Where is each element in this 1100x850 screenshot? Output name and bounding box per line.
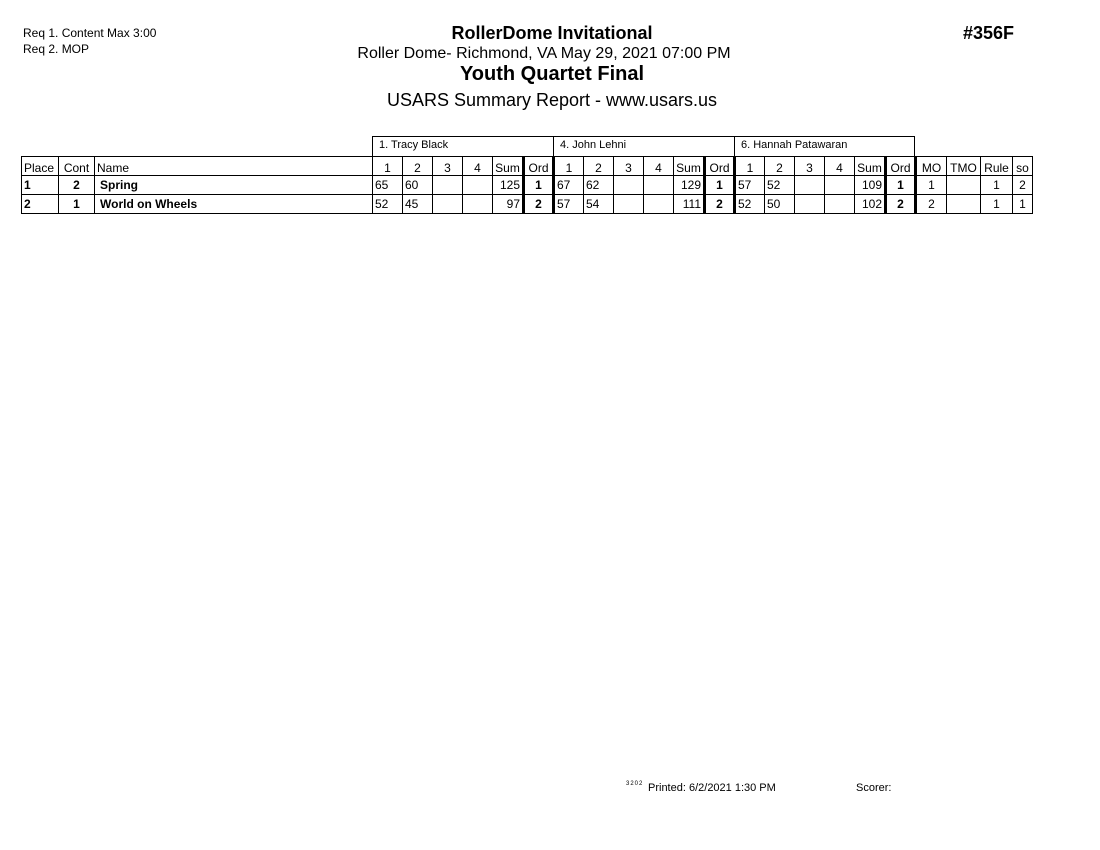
col-j2-2: 2 (584, 157, 614, 176)
requirement-1: Req 1. Content Max 3:00 (23, 26, 157, 40)
mo-cell: 1 (916, 176, 947, 195)
rule-cell: 1 (981, 176, 1013, 195)
score-cell: 54 (584, 195, 614, 214)
col-j1-1: 1 (373, 157, 403, 176)
sum-cell: 125 (493, 176, 524, 195)
score-cell: 62 (584, 176, 614, 195)
requirement-2: Req 2. MOP (23, 42, 90, 56)
footer-mark: 3202 (626, 781, 644, 787)
results-table (21, 156, 1033, 214)
score-cell: 65 (373, 176, 403, 195)
col-name: Name (95, 157, 373, 176)
col-j1-sum: Sum (493, 157, 524, 176)
judge-1-name: 1. Tracy Black (372, 136, 553, 156)
col-j3-2: 2 (765, 157, 795, 176)
event-title: RollerDome Invitational (451, 23, 653, 43)
col-place: Place (22, 157, 59, 176)
place-cell: 2 (22, 195, 59, 214)
col-so: so (1013, 157, 1033, 176)
judge-2-name: 4. John Lehni (553, 136, 734, 156)
table-row (22, 176, 1033, 195)
name-cell: Spring (95, 176, 373, 195)
judge-3-name: 6. Hannah Patawaran (734, 136, 915, 156)
score-cell (433, 195, 463, 214)
col-j3-ord: Ord (886, 157, 916, 176)
division-title: Youth Quartet Final (459, 63, 645, 85)
tmo-cell (947, 195, 981, 214)
ord-cell: 2 (524, 195, 554, 214)
col-j3-4: 4 (825, 157, 855, 176)
cont-cell: 2 (59, 176, 95, 195)
ord-cell: 1 (886, 176, 916, 195)
cont-cell: 1 (59, 195, 95, 214)
score-cell (644, 176, 674, 195)
score-cell (644, 195, 674, 214)
score-cell: 50 (765, 195, 795, 214)
sum-cell: 109 (855, 176, 886, 195)
col-j2-3: 3 (614, 157, 644, 176)
col-j1-4: 4 (463, 157, 493, 176)
score-cell (614, 176, 644, 195)
score-cell (614, 195, 644, 214)
ord-cell: 2 (886, 195, 916, 214)
score-cell (795, 176, 825, 195)
score-cell (795, 195, 825, 214)
column-header-row (22, 157, 1033, 176)
mo-cell: 2 (916, 195, 947, 214)
sum-cell: 129 (674, 176, 705, 195)
sum-cell: 97 (493, 195, 524, 214)
name-cell: World on Wheels (95, 195, 373, 214)
venue-line: Roller Dome- Richmond, VA May 29, 2021 07:00 PM (357, 45, 731, 62)
table-row (22, 195, 1033, 214)
col-mo: MO (916, 157, 947, 176)
col-j3-3: 3 (795, 157, 825, 176)
score-cell (433, 176, 463, 195)
score-cell: 57 (735, 176, 765, 195)
col-j3-sum: Sum (855, 157, 886, 176)
report-title: USARS Summary Report - www.usars.us (386, 90, 718, 110)
tmo-cell (947, 176, 981, 195)
ord-cell: 2 (705, 195, 735, 214)
col-j2-1: 1 (554, 157, 584, 176)
score-cell: 52 (765, 176, 795, 195)
ord-cell: 1 (524, 176, 554, 195)
score-cell: 52 (735, 195, 765, 214)
score-cell (463, 176, 493, 195)
col-j1-3: 3 (433, 157, 463, 176)
sum-cell: 111 (674, 195, 705, 214)
score-cell: 67 (554, 176, 584, 195)
sum-cell: 102 (855, 195, 886, 214)
col-j2-ord: Ord (705, 157, 735, 176)
ord-cell: 1 (705, 176, 735, 195)
score-cell (463, 195, 493, 214)
event-code: #356F (963, 23, 1015, 43)
score-cell: 60 (403, 176, 433, 195)
score-cell: 52 (373, 195, 403, 214)
col-cont: Cont (59, 157, 95, 176)
place-cell: 1 (22, 176, 59, 195)
score-cell (825, 176, 855, 195)
col-j1-ord: Ord (524, 157, 554, 176)
col-j2-4: 4 (644, 157, 674, 176)
col-j1-2: 2 (403, 157, 433, 176)
so-cell: 2 (1013, 176, 1033, 195)
score-cell (825, 195, 855, 214)
printed-timestamp: Printed: 6/2/2021 1:30 PM (648, 782, 776, 794)
col-rule: Rule (981, 157, 1013, 176)
col-tmo: TMO (947, 157, 981, 176)
so-cell: 1 (1013, 195, 1033, 214)
col-j2-sum: Sum (674, 157, 705, 176)
rule-cell: 1 (981, 195, 1013, 214)
col-j3-1: 1 (735, 157, 765, 176)
score-cell: 45 (403, 195, 433, 214)
scorer-label: Scorer: (856, 782, 892, 794)
score-cell: 57 (554, 195, 584, 214)
